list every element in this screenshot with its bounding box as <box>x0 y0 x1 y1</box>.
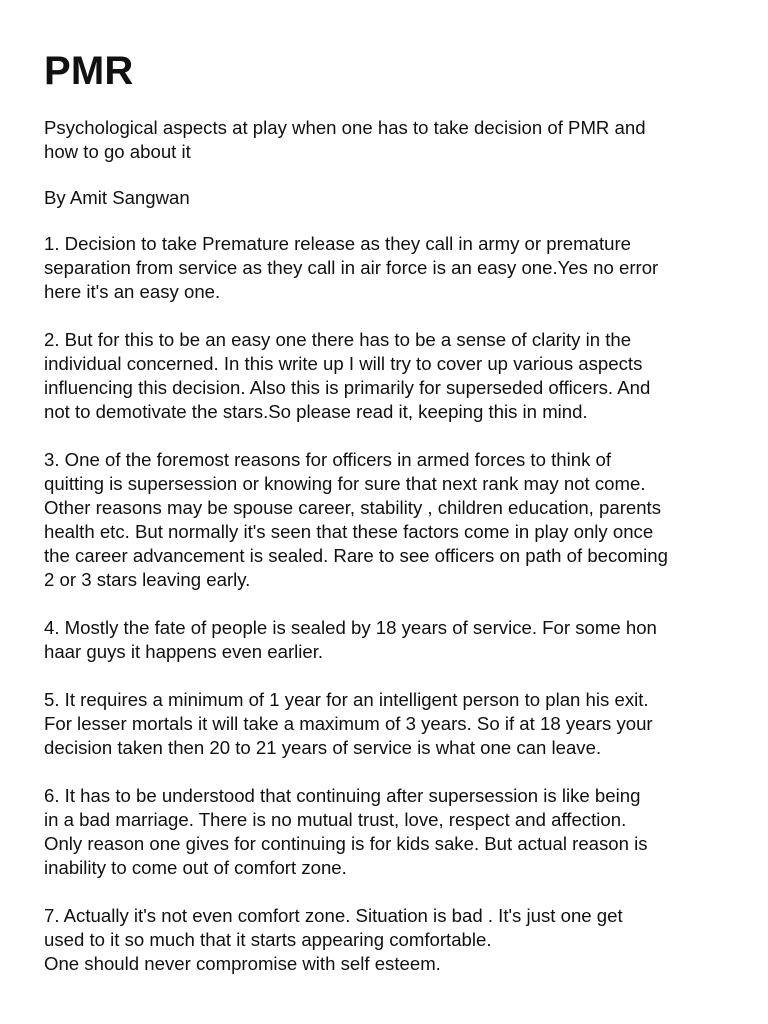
document-subtitle: Psychological aspects at play when one has to take decision of PMR and how to go about it <box>44 117 646 162</box>
paragraph-3: 3. One of the foremost reasons for officers in armed forces to think of quitting is supersession or knowing for sure that next rank may not come. Other reasons may be spouse career, stability , children education, parents health etc. But normally it's seen that these factors come in play only once the career advancement is sealed. Rare to see officers on path of becoming 2 or 3 stars leaving early. <box>44 449 668 590</box>
paragraph-5: 5. It requires a minimum of 1 year for an intelligent person to plan his exit. For lesser mortals it will take a maximum of 3 years. So if at 18 years your decision taken then 20 to 21 years of service is what one can leave. <box>44 689 653 758</box>
paragraph-7: 7. Actually it's not even comfort zone. Situation is bad . It's just one get used to it so much that it starts appearing comfortable. One should never compromise with self esteem. <box>44 905 623 974</box>
document-page <box>44 48 734 1000</box>
paragraph-4: 4. Mostly the fate of people is sealed by 18 years of service. For some hon haar guys it happens even earlier. <box>44 617 657 662</box>
paragraph-1: 1. Decision to take Premature release as they call in army or premature separation from service as they call in air force is an easy one.Yes no error here it's an easy one. <box>44 233 659 302</box>
paragraph-2: 2. But for this to be an easy one there has to be a sense of clarity in the individual concerned. In this write up I will try to cover up various aspects influencing this decision. Also this is primarily for superseded officers. And not to demotivate the stars.So please read it, keeping this in mind. <box>44 329 651 422</box>
document-title: PMR <box>44 49 134 93</box>
paragraph-6: 6. It has to be understood that continuing after supersession is like being in a bad marriage. There is no mutual trust, love, respect and affection. Only reason one gives for continuing is for kids sake. But actual reason is inability to come out of comfort zone. <box>44 785 648 878</box>
author-byline: By Amit Sangwan <box>44 187 190 208</box>
